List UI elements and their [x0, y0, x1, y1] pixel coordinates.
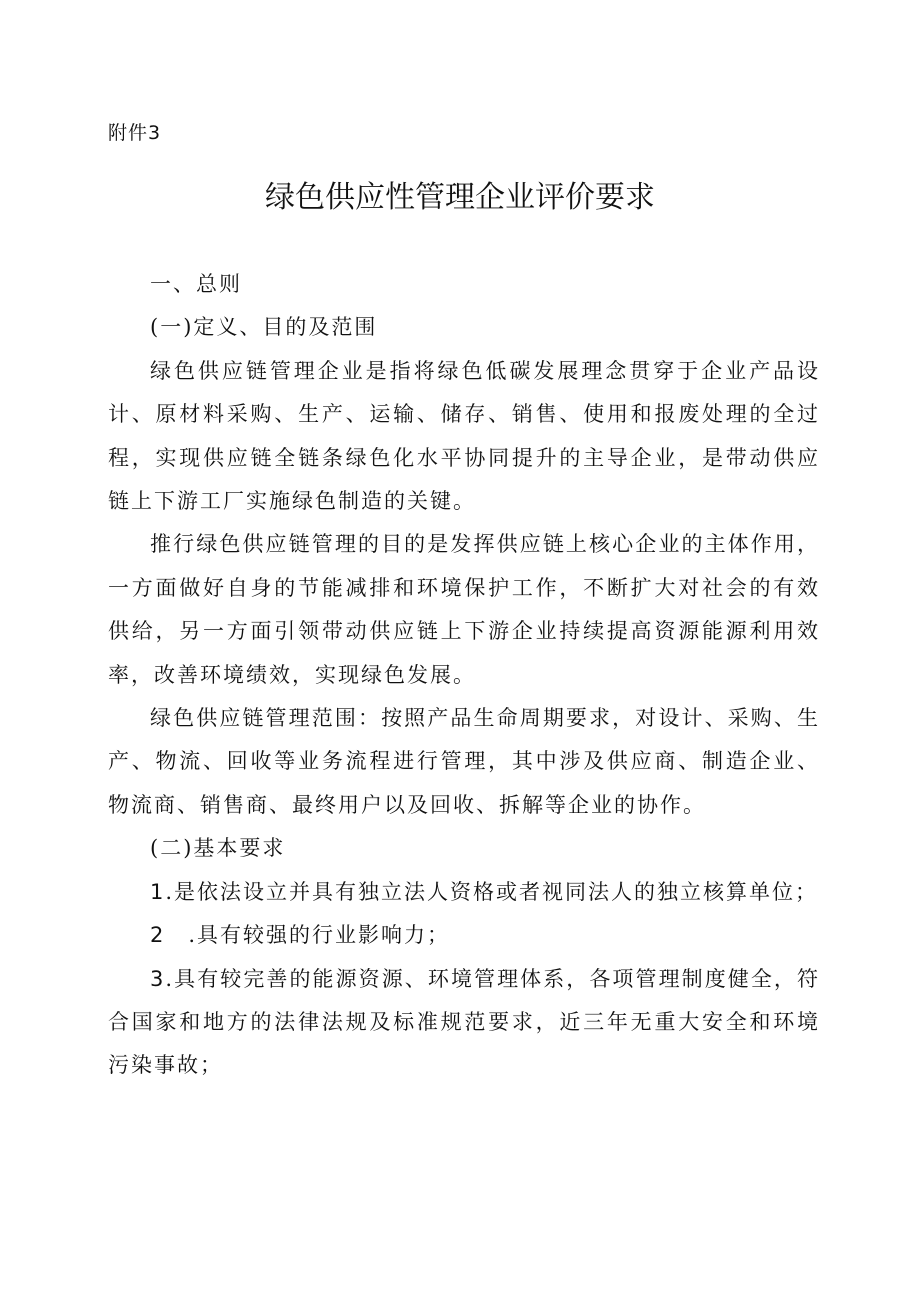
attachment-label: 附件3	[108, 122, 162, 144]
requirement-number: 2	[150, 923, 166, 948]
paragraph-definition: 绿色供应链管理企业是指将绿色低碳发展理念贯穿于企业产品设计、原材料采购、生产、运输、储存、销售、使用和报废处理的全过程，实现供应链全链条绿色化水平协同提升的主导企业，是带动供应链上下游工厂实施绿色制造的关键。	[108, 358, 820, 514]
requirement-number: 1	[150, 879, 166, 904]
subsection-heading-basic-requirements: (二)基本要求	[150, 836, 286, 861]
requirement-item	[108, 871, 820, 914]
paragraph-purpose: 推行绿色供应链管理的目的是发挥供应链上核心企业的主体作用，一方面做好自身的节能减排和环境保护工作，不断扩大对社会的有效供给，另一方面引领带动供应链上下游企业持续提高资源能源利用效率，改善环境绩效，实现绿色发展。	[108, 532, 820, 687]
section-heading-general: 一、总则	[150, 272, 242, 296]
subsection-heading-definition: (一)定义、目的及范围	[150, 315, 378, 340]
requirement-number: 3	[150, 966, 166, 991]
requirement-text: .具有较强的行业影响力；	[165, 923, 451, 948]
requirement-text: .是依法设立并具有独立法人资格或者视同法人的独立核算单位；	[165, 879, 819, 904]
requirement-item	[108, 958, 820, 1088]
requirement-text: .具有较完善的能源资源、环境管理体系，各项管理制度健全，符合国家和地方的法律法规及标准规范要求，近三年无重大安全和环境污染事故；	[108, 966, 820, 1078]
document-title: 绿色供应性管理企业评价要求	[265, 180, 655, 215]
requirement-item	[108, 914, 820, 957]
document-body	[108, 263, 820, 1088]
paragraph-scope: 绿色供应链管理范围：按照产品生命周期要求，对设计、采购、生产、物流、回收等业务流程进行管理，其中涉及供应商、制造企业、物流商、销售商、最终用户以及回收、拆解等企业的协作。	[108, 706, 820, 817]
